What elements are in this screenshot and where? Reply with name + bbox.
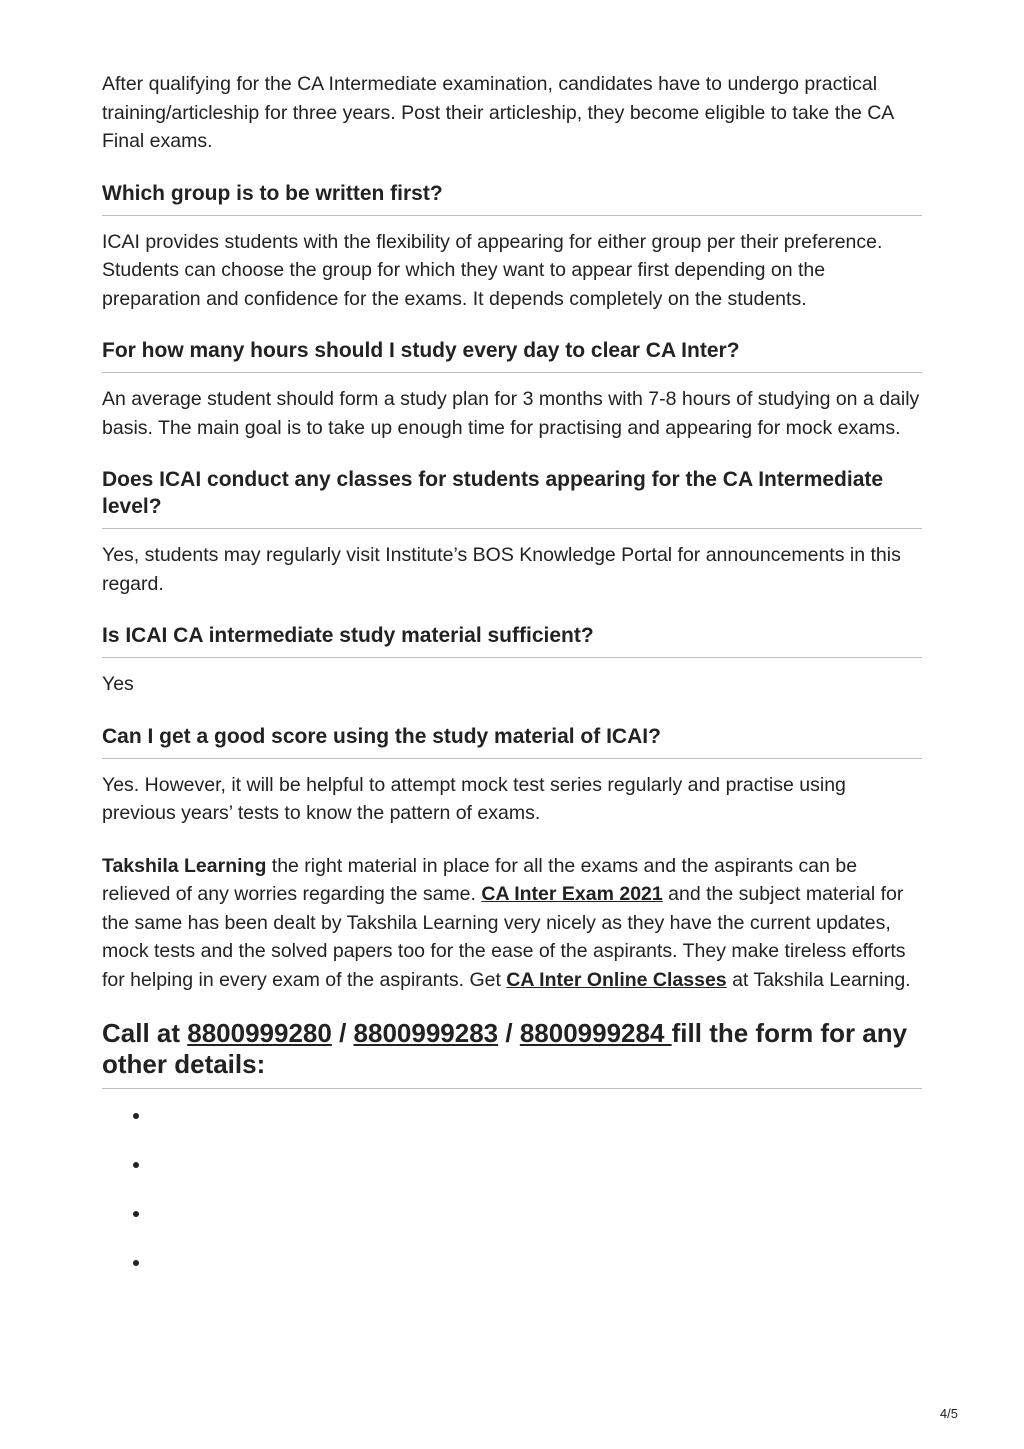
faq-answer: An average student should form a study plan for 3 months with 7-8 hours of studying on a daily basis. The main goal is to take up enough time for practising and appearing for mock exams. [102, 388, 920, 439]
bullet-icon [133, 1211, 139, 1217]
closing-text: at Takshila Learning. [726, 968, 911, 991]
page-number: 4/5 [939, 1406, 958, 1421]
closing-text: the right material in place for all the exams and the aspirants can be relieved of any worries regarding the same. [102, 854, 858, 905]
list-item [102, 1103, 922, 1152]
article-content [102, 70, 922, 1299]
faq-item [102, 622, 922, 699]
brand-name: Takshila Learning [102, 854, 267, 877]
faq-item [102, 337, 922, 442]
list-item [102, 1201, 922, 1250]
faq-answer: Yes [102, 673, 134, 695]
faq-question: For how many hours should I study every day to clear CA Inter? [102, 337, 922, 373]
faq-item [102, 723, 922, 828]
bullet-icon [133, 1162, 139, 1168]
phone-link-2[interactable]: 8800999283 [353, 1018, 499, 1048]
faq-question: Is ICAI CA intermediate study material sufficient? [102, 622, 922, 658]
phone-link-1[interactable]: 8800999280 [187, 1018, 332, 1048]
faq-item [102, 180, 922, 314]
ca-inter-online-classes-link[interactable]: CA Inter Online Classes [506, 968, 727, 991]
call-heading: Call at 8800999280 / 8800999283 / 8800999284 fill the form for any other details: [102, 1018, 922, 1089]
empty-bullet-list [102, 1103, 922, 1299]
closing-text: and the subject material for the same has been dealt by Takshila Learning very nicely as they have the current updates, mock tests and the solved papers too for the ease of the aspirants. They make tireless efforts for helping in every exam of the aspirants. Get [102, 883, 906, 991]
list-item [102, 1250, 922, 1299]
intro-paragraph: After qualifying for the CA Intermediate examination, candidates have to undergo practical training/articleship for three years. Post their articleship, they become eligible to take the CA Final exams. [102, 73, 894, 152]
faq-answer: ICAI provides students with the flexibility of appearing for either group per their preference. Students can choose the group for which they want to appear first depending on the preparation and confidence for the exams. It depends completely on the students. [102, 230, 883, 310]
closing-paragraph [102, 852, 922, 995]
faq-answer: Yes, students may regularly visit Institute’s BOS Knowledge Portal for announcements in this regard. [102, 544, 901, 595]
faq-question: Can I get a good score using the study material of ICAI? [102, 723, 922, 759]
ca-inter-exam-link[interactable]: CA Inter Exam 2021 [481, 883, 663, 905]
faq-question: Does ICAI conduct any classes for students appearing for the CA Intermediate level? [102, 466, 922, 529]
list-item [102, 1152, 922, 1201]
faq-item [102, 466, 922, 598]
faq-question: Which group is to be written first? [102, 180, 922, 216]
bullet-icon [133, 1260, 139, 1266]
bullet-icon [133, 1113, 139, 1119]
phone-link-3[interactable]: 8800999284 [519, 1018, 672, 1048]
faq-answer: Yes. However, it will be helpful to attempt mock test series regularly and practise using previous years’ tests to know the pattern of exams. [102, 773, 846, 824]
